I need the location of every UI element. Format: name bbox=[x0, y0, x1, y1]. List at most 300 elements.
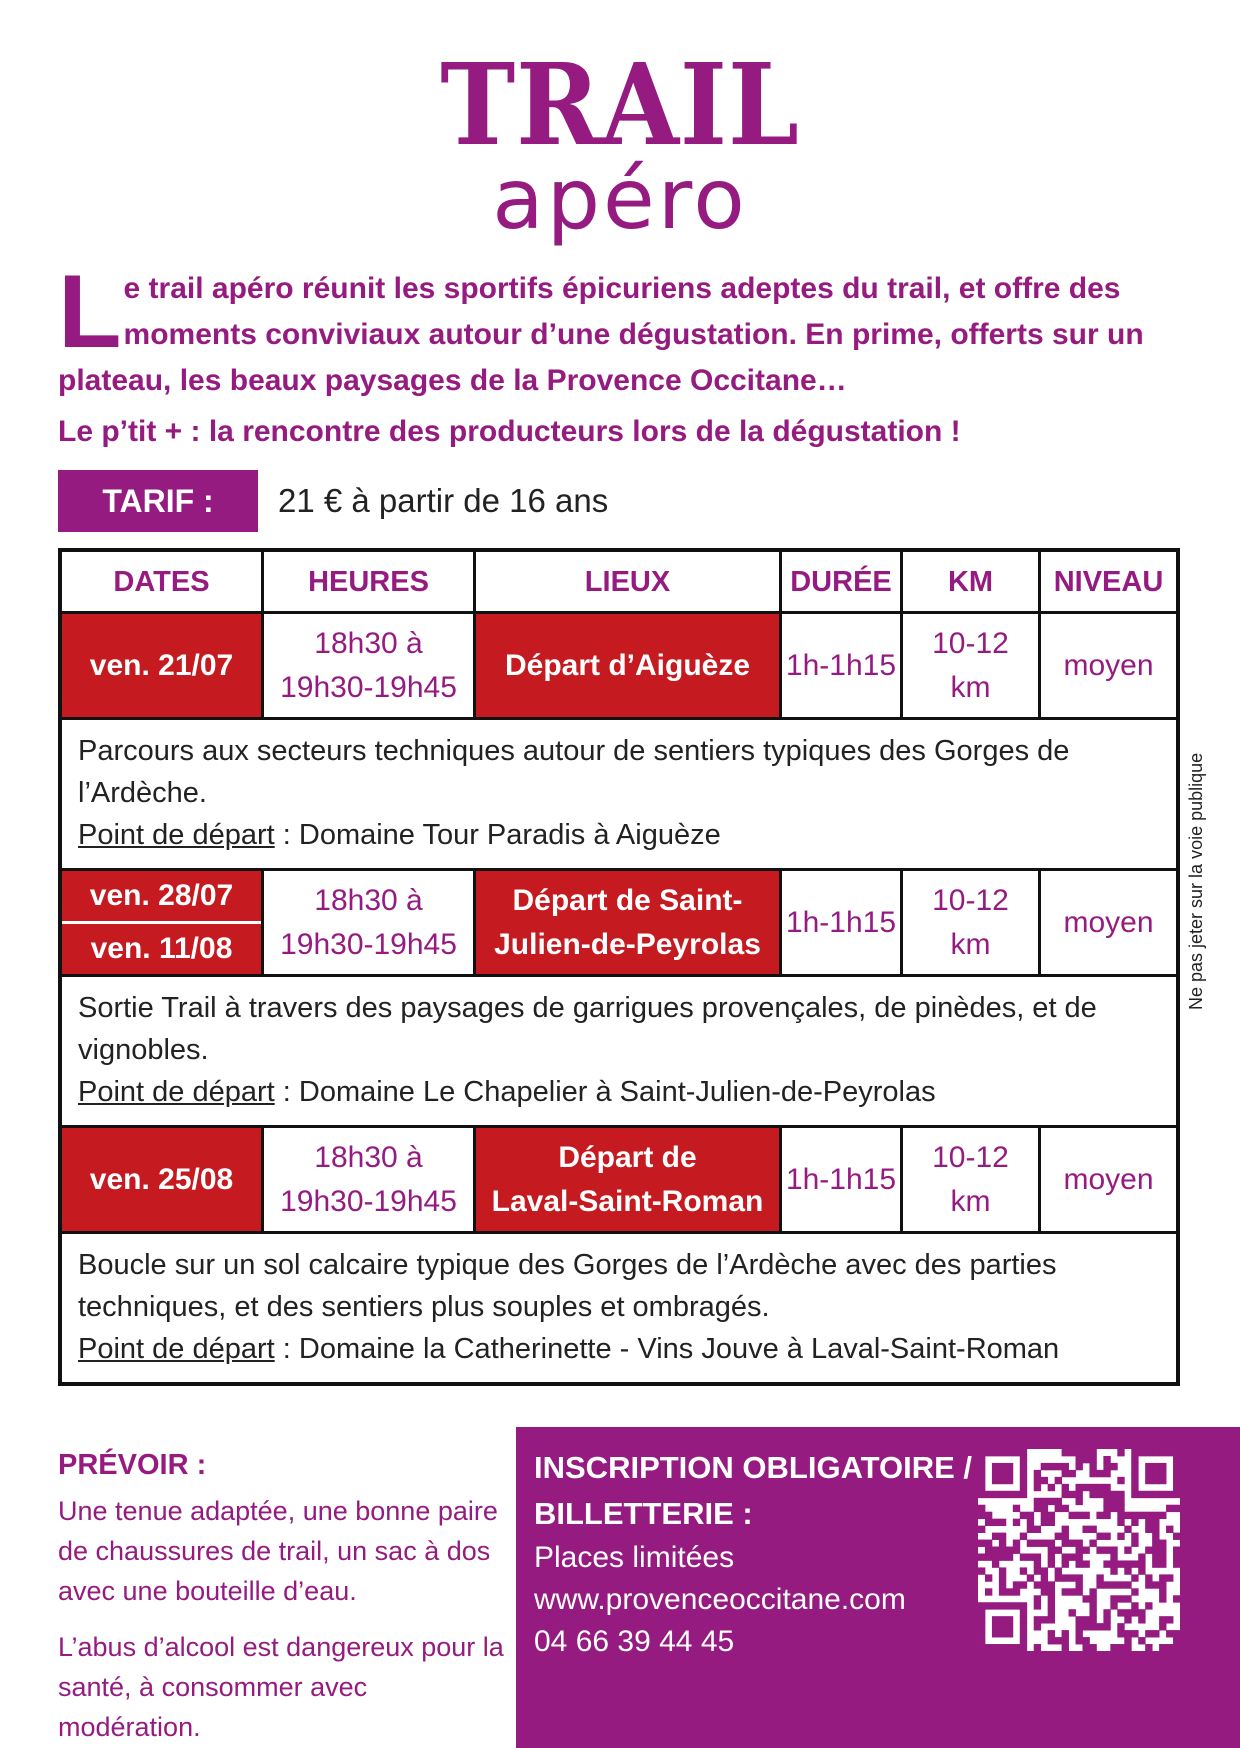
qr-module bbox=[1048, 1484, 1055, 1491]
qr-module bbox=[1103, 1470, 1110, 1477]
qr-module bbox=[1145, 1602, 1152, 1609]
intro-paragraph bbox=[58, 254, 1188, 404]
qr-module bbox=[1096, 1533, 1103, 1540]
qr-module bbox=[999, 1581, 1006, 1588]
qr-module bbox=[1062, 1491, 1069, 1498]
qr-module bbox=[1089, 1609, 1096, 1616]
qr-module bbox=[985, 1540, 992, 1547]
qr-module bbox=[1013, 1547, 1020, 1554]
qr-module bbox=[1048, 1581, 1055, 1588]
qr-module bbox=[1159, 1491, 1166, 1498]
event-description bbox=[62, 974, 1176, 1125]
qr-module bbox=[1089, 1526, 1096, 1533]
qr-module bbox=[1166, 1644, 1173, 1651]
event-hours bbox=[261, 1128, 473, 1231]
event-description-text: Boucle sur un sol calcaire typique des Gorges de l’Ardèche avec des parties techniques, et des sentiers plus souples et ombragés. bbox=[78, 1249, 1057, 1323]
qr-module bbox=[1096, 1581, 1103, 1588]
qr-module bbox=[1138, 1567, 1145, 1574]
qr-module bbox=[1159, 1540, 1166, 1547]
qr-module bbox=[1048, 1602, 1055, 1609]
qr-module bbox=[1152, 1463, 1159, 1470]
qr-module bbox=[1110, 1498, 1117, 1505]
qr-module bbox=[1089, 1491, 1096, 1498]
qr-module bbox=[1173, 1463, 1180, 1470]
qr-module bbox=[1076, 1449, 1083, 1456]
qr-module bbox=[1089, 1595, 1096, 1602]
qr-module bbox=[1159, 1616, 1166, 1623]
start-point-label: Point de départ bbox=[78, 1076, 275, 1108]
qr-module bbox=[1089, 1449, 1096, 1456]
qr-code-icon[interactable] bbox=[978, 1449, 1180, 1651]
qr-module bbox=[1034, 1505, 1041, 1512]
event-date: ven. 25/08 bbox=[62, 1128, 261, 1231]
qr-module bbox=[1082, 1644, 1089, 1651]
qr-module bbox=[1145, 1491, 1152, 1498]
qr-module bbox=[978, 1602, 985, 1609]
qr-module bbox=[985, 1519, 992, 1526]
qr-module bbox=[1096, 1574, 1103, 1581]
qr-module bbox=[1124, 1609, 1131, 1616]
qr-module bbox=[1131, 1540, 1138, 1547]
qr-module bbox=[999, 1533, 1006, 1540]
qr-module bbox=[1020, 1477, 1027, 1484]
qr-module bbox=[1062, 1484, 1069, 1491]
event-km-value: 10-12 bbox=[932, 883, 1009, 917]
qr-module bbox=[1103, 1456, 1110, 1463]
qr-module bbox=[1055, 1547, 1062, 1554]
inscription-title-1: INSCRIPTION OBLIGATOIRE / bbox=[534, 1450, 973, 1485]
qr-module bbox=[999, 1463, 1006, 1470]
qr-module bbox=[1089, 1470, 1096, 1477]
event-duration: 1h-1h15 bbox=[779, 871, 900, 974]
qr-module bbox=[999, 1491, 1006, 1498]
event-km bbox=[900, 614, 1038, 717]
qr-module bbox=[1089, 1644, 1096, 1651]
tarif-value: 21 € à partir de 16 ans bbox=[278, 482, 609, 519]
qr-module bbox=[1006, 1553, 1013, 1560]
qr-module bbox=[1062, 1560, 1069, 1567]
qr-module bbox=[1013, 1540, 1020, 1547]
qr-module bbox=[1082, 1456, 1089, 1463]
qr-module bbox=[1152, 1470, 1159, 1477]
qr-module bbox=[1034, 1477, 1041, 1484]
qr-module bbox=[1041, 1616, 1048, 1623]
qr-module bbox=[1117, 1512, 1124, 1519]
event-hour-start: 18h30 à bbox=[314, 883, 423, 917]
qr-module bbox=[999, 1623, 1006, 1630]
qr-module bbox=[1041, 1512, 1048, 1519]
qr-module bbox=[1131, 1491, 1138, 1498]
qr-module bbox=[1082, 1512, 1089, 1519]
qr-module bbox=[1006, 1588, 1013, 1595]
qr-module bbox=[985, 1644, 992, 1651]
qr-module bbox=[1152, 1533, 1159, 1540]
qr-module bbox=[1006, 1630, 1013, 1637]
qr-module bbox=[978, 1567, 985, 1574]
qr-module bbox=[1152, 1449, 1159, 1456]
qr-module bbox=[1082, 1526, 1089, 1533]
qr-module bbox=[985, 1491, 992, 1498]
qr-module bbox=[999, 1644, 1006, 1651]
event-km bbox=[900, 871, 1038, 974]
qr-module bbox=[1082, 1637, 1089, 1644]
inscription-title-2: BILLETTERIE : bbox=[534, 1496, 753, 1531]
qr-module bbox=[1110, 1581, 1117, 1588]
qr-module bbox=[1020, 1637, 1027, 1644]
qr-module bbox=[1173, 1560, 1180, 1567]
qr-module bbox=[1041, 1463, 1048, 1470]
qr-module bbox=[985, 1449, 992, 1456]
qr-module bbox=[1006, 1477, 1013, 1484]
qr-module bbox=[1110, 1567, 1117, 1574]
event-km bbox=[900, 1128, 1038, 1231]
event-hour-start: 18h30 à bbox=[314, 1140, 423, 1174]
start-point-label: Point de départ bbox=[78, 819, 275, 851]
qr-module bbox=[1034, 1560, 1041, 1567]
qr-module bbox=[1062, 1505, 1069, 1512]
qr-module bbox=[1006, 1623, 1013, 1630]
qr-module bbox=[1020, 1609, 1027, 1616]
qr-module bbox=[1117, 1449, 1124, 1456]
qr-module bbox=[1062, 1637, 1069, 1644]
qr-module bbox=[1138, 1449, 1145, 1456]
start-point-value: : Domaine la Catherinette - Vins Jouve à Laval-Saint-Roman bbox=[274, 1333, 1060, 1365]
qr-module bbox=[1020, 1512, 1027, 1519]
prevoir-section bbox=[58, 1443, 508, 1747]
event-place bbox=[473, 1128, 779, 1231]
qr-module bbox=[978, 1449, 985, 1456]
places-limitees: Places limitées bbox=[534, 1541, 735, 1574]
qr-module bbox=[1062, 1463, 1069, 1470]
qr-module bbox=[1103, 1623, 1110, 1630]
qr-module bbox=[1082, 1484, 1089, 1491]
qr-module bbox=[1124, 1630, 1131, 1637]
event-date: ven. 21/07 bbox=[62, 614, 261, 717]
qr-module bbox=[1041, 1574, 1048, 1581]
qr-module bbox=[999, 1470, 1006, 1477]
qr-module bbox=[1152, 1547, 1159, 1554]
event-place-line1: Départ de Saint- bbox=[512, 883, 743, 917]
qr-module bbox=[1152, 1581, 1159, 1588]
qr-module bbox=[1103, 1512, 1110, 1519]
qr-module bbox=[1062, 1449, 1069, 1456]
qr-module bbox=[978, 1540, 985, 1547]
qr-module bbox=[978, 1512, 985, 1519]
qr-module bbox=[1159, 1512, 1166, 1519]
qr-module bbox=[992, 1477, 999, 1484]
qr-module bbox=[1159, 1463, 1166, 1470]
qr-module bbox=[1124, 1526, 1131, 1533]
qr-module bbox=[1076, 1463, 1083, 1470]
qr-module bbox=[1166, 1505, 1173, 1512]
qr-module bbox=[1110, 1491, 1117, 1498]
qr-module bbox=[1131, 1456, 1138, 1463]
qr-module bbox=[1076, 1498, 1083, 1505]
qr-module bbox=[1089, 1540, 1096, 1547]
qr-module bbox=[978, 1505, 985, 1512]
event-hour-end: 19h30-19h45 bbox=[280, 1184, 457, 1218]
qr-module bbox=[1138, 1560, 1145, 1567]
qr-module bbox=[1062, 1644, 1069, 1651]
qr-module bbox=[1131, 1533, 1138, 1540]
qr-module bbox=[1110, 1505, 1117, 1512]
qr-module bbox=[1055, 1477, 1062, 1484]
qr-module bbox=[1041, 1581, 1048, 1588]
qr-module bbox=[1117, 1595, 1124, 1602]
qr-module bbox=[1152, 1491, 1159, 1498]
qr-module bbox=[992, 1644, 999, 1651]
qr-module bbox=[985, 1553, 992, 1560]
event-date: ven. 28/07 bbox=[62, 871, 261, 921]
title-trail: TRAIL bbox=[440, 40, 800, 171]
qr-module bbox=[1013, 1449, 1020, 1456]
qr-module bbox=[992, 1470, 999, 1477]
qr-module bbox=[1138, 1512, 1145, 1519]
event-level: moyen bbox=[1038, 871, 1176, 974]
qr-module bbox=[1048, 1547, 1055, 1554]
qr-module bbox=[1145, 1477, 1152, 1484]
qr-module bbox=[1173, 1449, 1180, 1456]
qr-module bbox=[1131, 1463, 1138, 1470]
qr-module bbox=[1096, 1484, 1103, 1491]
website-link[interactable]: www.provenceoccitane.com bbox=[534, 1583, 906, 1616]
qr-module bbox=[1103, 1505, 1110, 1512]
qr-module bbox=[999, 1477, 1006, 1484]
qr-module bbox=[1103, 1533, 1110, 1540]
qr-module bbox=[1027, 1519, 1034, 1526]
qr-module bbox=[1020, 1533, 1027, 1540]
qr-module bbox=[1159, 1477, 1166, 1484]
prevoir-text: Une tenue adaptée, une bonne paire de chaussures de trail, un sac à dos avec une bouteille d’eau. bbox=[58, 1496, 498, 1606]
qr-module bbox=[1145, 1547, 1152, 1554]
qr-module bbox=[978, 1623, 985, 1630]
qr-module bbox=[1159, 1560, 1166, 1567]
qr-module bbox=[1034, 1595, 1041, 1602]
qr-module bbox=[1138, 1553, 1145, 1560]
qr-module bbox=[1124, 1616, 1131, 1623]
qr-module bbox=[1069, 1553, 1076, 1560]
qr-module bbox=[1062, 1540, 1069, 1547]
inscription-panel bbox=[516, 1427, 1240, 1748]
event-description-text: Sortie Trail à travers des paysages de garrigues provençales, de pinèdes, et de vignobles. bbox=[78, 992, 1097, 1066]
qr-module bbox=[1020, 1463, 1027, 1470]
qr-module bbox=[1048, 1616, 1055, 1623]
qr-module bbox=[999, 1588, 1006, 1595]
qr-module bbox=[1020, 1449, 1027, 1456]
qr-module bbox=[985, 1547, 992, 1554]
qr-module bbox=[1027, 1512, 1034, 1519]
qr-module bbox=[1034, 1470, 1041, 1477]
qr-module bbox=[1062, 1470, 1069, 1477]
qr-module bbox=[1089, 1623, 1096, 1630]
qr-module bbox=[978, 1637, 985, 1644]
qr-module bbox=[1069, 1588, 1076, 1595]
qr-module bbox=[1173, 1553, 1180, 1560]
qr-module bbox=[1110, 1595, 1117, 1602]
qr-module bbox=[999, 1574, 1006, 1581]
qr-module bbox=[1069, 1449, 1076, 1456]
qr-module bbox=[999, 1553, 1006, 1560]
event-date: ven. 11/08 bbox=[62, 921, 261, 974]
qr-module bbox=[1034, 1498, 1041, 1505]
qr-module bbox=[1027, 1540, 1034, 1547]
qr-module bbox=[1103, 1609, 1110, 1616]
qr-module bbox=[1173, 1505, 1180, 1512]
qr-module bbox=[999, 1519, 1006, 1526]
qr-module bbox=[1103, 1498, 1110, 1505]
qr-module bbox=[1159, 1644, 1166, 1651]
intro-plus: Le p’tit + : la rencontre des producteurs lors de la dégustation ! bbox=[58, 415, 961, 448]
qr-module bbox=[1159, 1470, 1166, 1477]
qr-module bbox=[1117, 1609, 1124, 1616]
qr-module bbox=[1027, 1553, 1034, 1560]
qr-module bbox=[1173, 1547, 1180, 1554]
qr-module bbox=[978, 1616, 985, 1623]
qr-module bbox=[992, 1463, 999, 1470]
qr-module bbox=[1048, 1512, 1055, 1519]
event-level: moyen bbox=[1038, 614, 1176, 717]
event-km-unit: km bbox=[950, 670, 991, 704]
qr-module bbox=[1138, 1491, 1145, 1498]
qr-module bbox=[1055, 1505, 1062, 1512]
qr-module bbox=[1173, 1456, 1180, 1463]
qr-module bbox=[992, 1630, 999, 1637]
qr-module bbox=[999, 1540, 1006, 1547]
qr-module bbox=[992, 1616, 999, 1623]
qr-module bbox=[1006, 1491, 1013, 1498]
qr-module bbox=[1048, 1519, 1055, 1526]
qr-module bbox=[1055, 1574, 1062, 1581]
qr-module bbox=[978, 1470, 985, 1477]
qr-module bbox=[1173, 1644, 1180, 1651]
qr-module bbox=[1145, 1630, 1152, 1637]
qr-module bbox=[1103, 1491, 1110, 1498]
qr-module bbox=[1076, 1630, 1083, 1637]
qr-module bbox=[1082, 1449, 1089, 1456]
qr-module bbox=[1103, 1581, 1110, 1588]
qr-module bbox=[1006, 1616, 1013, 1623]
qr-module bbox=[1124, 1512, 1131, 1519]
qr-module bbox=[1131, 1560, 1138, 1567]
alcohol-warning: L’abus d’alcool est dangereux pour la santé, à consommer avec modération. bbox=[58, 1632, 504, 1742]
header-duree: DURÉE bbox=[779, 552, 900, 611]
qr-module bbox=[999, 1616, 1006, 1623]
qr-module bbox=[1159, 1547, 1166, 1554]
qr-module bbox=[1096, 1491, 1103, 1498]
qr-module bbox=[1062, 1533, 1069, 1540]
qr-module bbox=[1166, 1491, 1173, 1498]
phone-number[interactable]: 04 66 39 44 45 bbox=[534, 1625, 735, 1658]
qr-module bbox=[1034, 1644, 1041, 1651]
qr-module bbox=[1048, 1540, 1055, 1547]
qr-module bbox=[978, 1477, 985, 1484]
qr-module bbox=[1096, 1547, 1103, 1554]
qr-module bbox=[1082, 1595, 1089, 1602]
qr-module bbox=[1006, 1463, 1013, 1470]
qr-module bbox=[1076, 1581, 1083, 1588]
qr-module bbox=[1131, 1609, 1138, 1616]
qr-module bbox=[999, 1630, 1006, 1637]
table-row bbox=[62, 611, 1176, 717]
header-heures: HEURES bbox=[261, 552, 473, 611]
qr-module bbox=[1173, 1533, 1180, 1540]
qr-module bbox=[1062, 1588, 1069, 1595]
qr-module bbox=[1166, 1616, 1173, 1623]
brand-title bbox=[0, 40, 1240, 248]
qr-module bbox=[1013, 1602, 1020, 1609]
qr-module bbox=[1159, 1449, 1166, 1456]
qr-module bbox=[992, 1547, 999, 1554]
event-km-value: 10-12 bbox=[932, 1140, 1009, 1174]
qr-module bbox=[1076, 1616, 1083, 1623]
qr-module bbox=[1055, 1463, 1062, 1470]
event-place-line1: Départ de bbox=[558, 1140, 697, 1174]
qr-module bbox=[1034, 1484, 1041, 1491]
qr-module bbox=[1041, 1540, 1048, 1547]
qr-module bbox=[1020, 1491, 1027, 1498]
qr-module bbox=[1020, 1484, 1027, 1491]
qr-module bbox=[1089, 1588, 1096, 1595]
event-km-unit: km bbox=[950, 1184, 991, 1218]
qr-module bbox=[1082, 1616, 1089, 1623]
event-hours bbox=[261, 614, 473, 717]
qr-module bbox=[1117, 1491, 1124, 1498]
qr-module bbox=[1069, 1470, 1076, 1477]
qr-module bbox=[1117, 1498, 1124, 1505]
event-hour-start: 18h30 à bbox=[314, 626, 423, 660]
qr-module bbox=[1062, 1630, 1069, 1637]
qr-module bbox=[1006, 1449, 1013, 1456]
qr-module bbox=[1152, 1560, 1159, 1567]
qr-module bbox=[1076, 1491, 1083, 1498]
qr-module bbox=[1145, 1512, 1152, 1519]
qr-module bbox=[1034, 1616, 1041, 1623]
qr-module bbox=[1159, 1595, 1166, 1602]
qr-module bbox=[1048, 1498, 1055, 1505]
event-hour-end: 19h30-19h45 bbox=[280, 670, 457, 704]
event-level: moyen bbox=[1038, 1128, 1176, 1231]
qr-module bbox=[1159, 1588, 1166, 1595]
qr-module bbox=[1131, 1588, 1138, 1595]
qr-module bbox=[1041, 1477, 1048, 1484]
qr-module bbox=[1076, 1623, 1083, 1630]
qr-module bbox=[1152, 1519, 1159, 1526]
qr-module bbox=[1013, 1644, 1020, 1651]
qr-module bbox=[1013, 1505, 1020, 1512]
intro-text: e trail apéro réunit les sportifs épicuriens adeptes du trail, et offre des moments conviviaux autour d’une dégustation. En prime, offerts sur un plateau, les beaux paysages de la Provence Occitane… bbox=[58, 272, 1144, 397]
qr-module bbox=[1006, 1547, 1013, 1554]
qr-module bbox=[1082, 1623, 1089, 1630]
qr-module bbox=[1166, 1449, 1173, 1456]
qr-module bbox=[1041, 1498, 1048, 1505]
qr-module bbox=[1152, 1553, 1159, 1560]
qr-module bbox=[1027, 1526, 1034, 1533]
qr-module bbox=[1110, 1463, 1117, 1470]
qr-module bbox=[978, 1484, 985, 1491]
qr-module bbox=[1138, 1616, 1145, 1623]
qr-module bbox=[1110, 1560, 1117, 1567]
qr-module bbox=[1173, 1470, 1180, 1477]
event-duration: 1h-1h15 bbox=[779, 614, 900, 717]
qr-module bbox=[1173, 1491, 1180, 1498]
qr-module bbox=[1117, 1560, 1124, 1567]
qr-module bbox=[1110, 1553, 1117, 1560]
qr-module bbox=[1131, 1519, 1138, 1526]
qr-module bbox=[1089, 1602, 1096, 1609]
event-place-line2: Laval-Saint-Roman bbox=[491, 1184, 764, 1218]
qr-module bbox=[1020, 1644, 1027, 1651]
qr-module bbox=[1020, 1581, 1027, 1588]
